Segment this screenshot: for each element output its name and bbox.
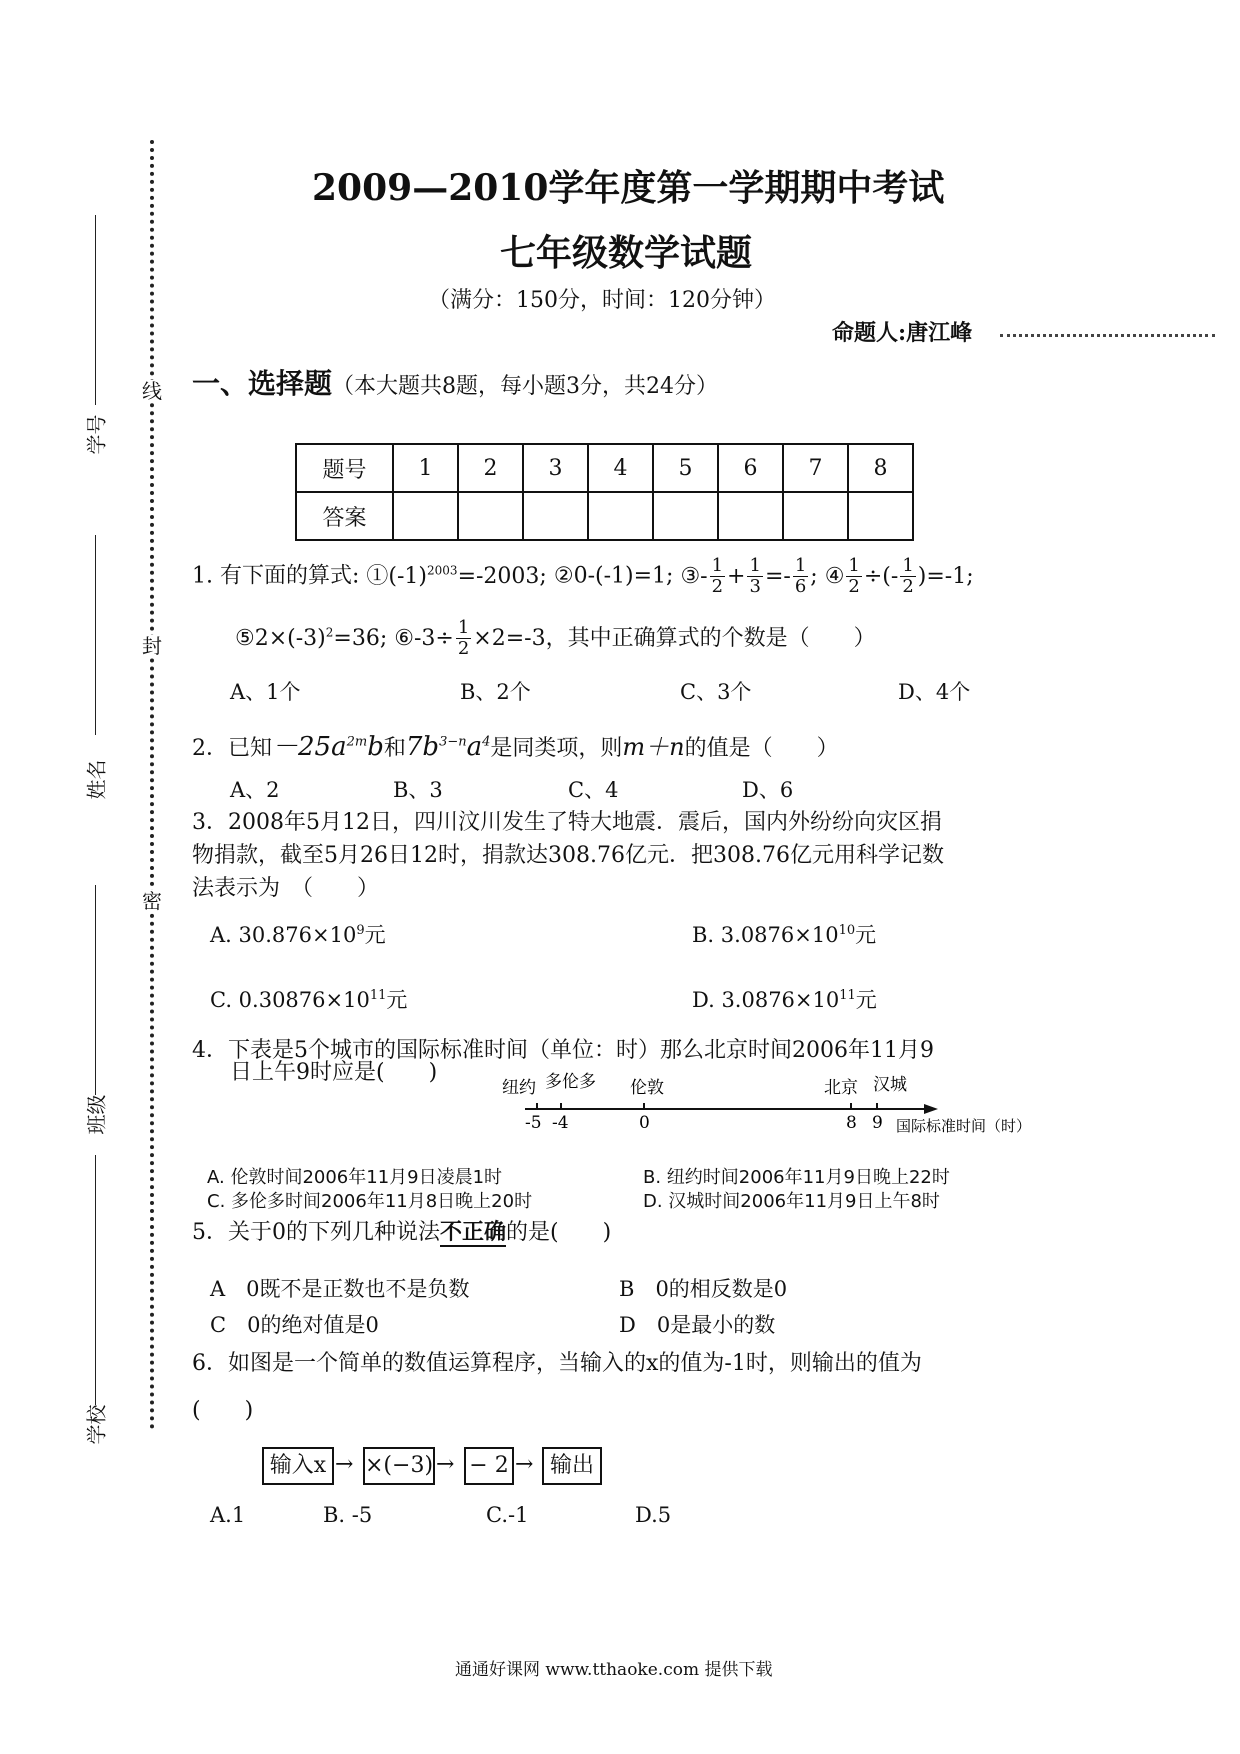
answer-cell[interactable] [393,492,458,540]
q1-part4: ④ $\frac{1}{2}$ ÷(- $\frac{1}{2}$ )=-1; [824,555,974,597]
student-id-line[interactable] [95,215,96,405]
q2-term2: $7b^{3-n}a^4$ [405,732,491,762]
q2-and: 和 [383,736,406,761]
answer-table-num: 8 [848,444,913,492]
section1-heading: 一、选择题 [192,367,333,400]
binding-char-feng: 封 [142,634,162,658]
binding-dotted-line [150,140,154,1430]
city-label-beijing: 北京 [824,1078,858,1098]
q4-option-c: C. 多伦多时间2006年11月8日晚上20时 [207,1191,533,1212]
answer-cell[interactable] [588,492,653,540]
school-label: 学校 [84,1404,109,1445]
q1-line2 [235,618,876,659]
answer-cell[interactable] [783,492,848,540]
q3-option-b: B. $3.0876\times 10^{10}$元 [692,923,877,947]
axis-arrow [924,1104,938,1114]
q2-option-a: A、2 [230,778,280,802]
q1-lead: 1. 有下面的算式: [192,563,360,589]
section1-header [192,362,718,402]
answer-table-num: 2 [458,444,523,492]
city-label-seoul: 汉城 [873,1075,907,1095]
q3-option-c: C. $0.30876\times 10^{11}$元 [210,988,408,1012]
exam-subtitle: 七年级数学试题 [500,232,753,274]
q2-option-b: B、3 [393,778,443,802]
q1-part3: ③- $\frac{1}{2}$ + $\frac{1}{3}$ =- $\frac{1}{6}$ ; [680,555,818,597]
q1-line1 [192,556,974,597]
q5-emphasis: 不正确 [440,1219,507,1245]
answer-table-num: 1 [393,444,458,492]
answer-cell[interactable] [848,492,913,540]
tick-label: 8 [846,1113,857,1133]
author-dotted-line [1000,334,1215,337]
q2-lead: 2．已知 [192,736,272,761]
tick-label: 9 [872,1113,883,1133]
answer-cell[interactable] [718,492,783,540]
answer-table-row2-label: 答案 [296,492,393,540]
answer-table-num: 5 [653,444,718,492]
q4-line2: 日上午9时应是( ) [230,1060,438,1085]
section1-note: （本大题共8题，每小题3分，共24分） [332,374,719,399]
q2-end: 的值是（ ） [684,736,839,761]
exam-title: 2009—2010学年度第一学期期中考试 [312,167,945,209]
q1-part2: ②0-(-1)=1; [553,563,674,589]
q1-option-d: D、4个 [898,680,971,704]
answer-table-row-numbers [296,444,913,492]
exam-info: （满分：150分，时间：120分钟） [428,288,776,313]
flow-arrow-icon: → [436,1452,455,1477]
q5-lead: 5．关于0的下列几种说法 [192,1220,440,1245]
q4-option-b: B. 纽约时间2006年11月9日晚上22时 [643,1167,950,1188]
q2-option-c: C、4 [568,778,619,802]
q3-line2: 物捐款，截至5月26日12时，捐款达308.76亿元．把308.76亿元用科学记数 [192,843,944,868]
q1-part1: $①(-1)^{2003}=-2003$; [366,563,547,589]
flow-arrow-icon: → [515,1452,534,1477]
q6-option-a: A.1 [210,1503,246,1527]
answer-table-num: 7 [783,444,848,492]
q5-option-d: D 0是最小的数 [619,1313,776,1337]
city-label-london: 伦敦 [630,1078,664,1098]
answer-cell[interactable] [458,492,523,540]
q5-option-b: B 0的相反数是0 [619,1277,788,1301]
flow-box-multiply: ×(−3) [363,1447,435,1485]
flow-box-output: 输出 [542,1447,602,1485]
answer-table-num: 3 [523,444,588,492]
q5-stem [192,1215,611,1246]
answer-table-num: 6 [718,444,783,492]
q2-stem [192,726,839,763]
q1-part6: ⑥-3÷ $\frac{1}{2}$ ×2=-3，其中正确算式的个数是（ ） [394,617,876,659]
tick-label: -5 [525,1113,542,1133]
answer-table-row1-label: 题号 [296,444,393,492]
page-footer: 通通好课网 www.tthaoke.com 提供下载 [455,1660,773,1680]
student-id-label: 学号 [84,414,109,455]
tick-label: -4 [552,1113,569,1133]
q6-option-d: D.5 [635,1503,672,1527]
answer-table-row-answers [296,492,913,540]
class-line[interactable] [95,885,96,1095]
q3-line1: 3．2008年5月12日，四川汶川发生了特大地震．震后，国内外纷纷向灾区捐 [192,810,942,835]
answer-table-num: 4 [588,444,653,492]
answer-cell[interactable] [523,492,588,540]
q1-part5: $⑤2\times(-3)^2=36$; [235,625,388,651]
flow-box-subtract: − 2 [464,1447,514,1485]
q5-option-a: A 0既不是正数也不是负数 [210,1277,470,1301]
q2-option-d: D、6 [742,778,794,802]
city-label-newyork: 纽约 [502,1078,536,1098]
time-number-line [490,1070,1070,1140]
axis-title: 国际标准时间（时） [896,1117,1032,1135]
q5-option-c: C 0的绝对值是0 [210,1313,379,1337]
city-label-toronto: 多伦多 [545,1072,596,1092]
tick-label: 0 [639,1113,650,1133]
q6-option-b: B. -5 [323,1503,373,1527]
q1-option-b: B、2个 [460,680,531,704]
name-line[interactable] [95,535,96,735]
q3-line3: 法表示为 （ ） [192,876,380,901]
name-label: 姓名 [84,759,109,800]
q2-expr: m＋n [622,733,685,761]
q3-option-a: A. $30.876\times 10^9$元 [210,923,386,947]
class-label: 班级 [84,1094,109,1135]
flow-arrow-icon: → [335,1452,354,1477]
answer-cell[interactable] [653,492,718,540]
q6-line1: 6．如图是一个简单的数值运算程序，当输入的x的值为-1时，则输出的值为 [192,1351,922,1376]
q5-tail: 的是( ) [506,1220,612,1245]
q1-option-a: A、1个 [230,680,301,704]
q1-option-c: C、3个 [680,680,752,704]
school-line[interactable] [95,1155,96,1405]
q4-line1: 4．下表是5个城市的国际标准时间（单位：时）那么北京时间2006年11月9 [192,1038,934,1063]
binding-char-xian: 线 [142,379,162,403]
q6-option-c: C.-1 [486,1503,529,1527]
binding-char-mi: 密 [142,889,162,913]
q6-line2: ( ) [192,1398,254,1423]
q2-tail: 是同类项，则 [490,736,623,761]
q4-option-d: D. 汉城时间2006年11月9日上午8时 [643,1191,940,1212]
q3-option-d: D. $3.0876\times 10^{11}$元 [692,988,877,1012]
q2-term1: $-25a^{2m}b$ [272,732,384,762]
flow-box-input: 输入x [262,1447,334,1485]
exam-author: 命题人:唐江峰 [832,320,973,346]
answer-table [295,443,914,541]
q4-option-a: A. 伦敦时间2006年11月9日凌晨1时 [207,1167,503,1188]
